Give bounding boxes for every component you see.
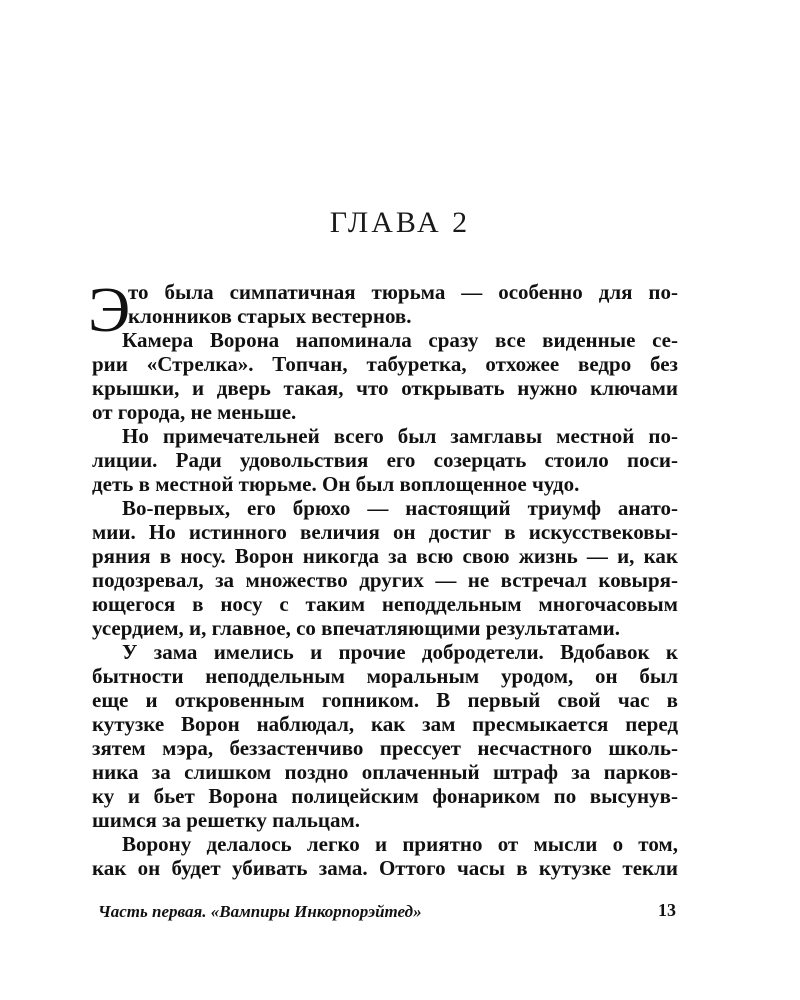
text-line: от города, не меньше. [92, 400, 297, 424]
text-line: зятем мэра, беззастенчиво прессует несчастного школь- [92, 736, 678, 760]
text-line: лиции. Ради удовольствия его созерцать стоило поси- [92, 448, 678, 472]
text-line: ника за слишком поздно оплаченный штраф за парков- [92, 760, 678, 784]
text-line: шимся за решетку пальцам. [92, 808, 360, 832]
text-line: бытности неподдельным моральным уродом, он был [92, 664, 678, 688]
text-line: деть в местной тюрьме. Он был воплощенное чудо. [92, 472, 580, 496]
text-line: клонников старых вестернов. [128, 304, 412, 328]
text-line: крышки, и дверь такая, что открывать нужно ключами [92, 376, 678, 400]
text-line: Во-первых, его брюхо — настоящий триумф анато- [122, 496, 678, 520]
text-line: рии «Стрелка». Топчан, табуретка, отхожее ведро без [92, 352, 678, 376]
text-line: Но примечательней всего был замглавы местной по- [122, 424, 678, 448]
page-number: 13 [658, 900, 676, 920]
running-footer-title: Часть первая. «Вампиры Инкорпорэйтед» [98, 902, 422, 921]
text-line: ку и бьет Ворона полицейским фонариком по высунув- [92, 784, 678, 808]
text-line: еще и откровенным гопником. В первый свой час в [92, 688, 678, 712]
text-line: ющегося в носу с таким неподдельным многочасовым [92, 592, 678, 616]
text-line: У зама имелись и прочие добродетели. Вдобавок к [122, 640, 678, 664]
chapter-body [88, 274, 678, 880]
drop-cap: Э [88, 274, 131, 345]
text-line: усердием, и, главное, со впечатляющими результатами. [92, 616, 621, 640]
text-line: кутузке Ворон наблюдал, как зам пресмыкается перед [92, 712, 678, 736]
text-line: подозревал, за множество других — не встречал ковыря- [92, 568, 678, 592]
text-line: как он будет убивать зама. Оттого часы в кутузке текли [92, 856, 678, 880]
text-line: Камера Ворона напоминала сразу все виденные се- [122, 328, 678, 352]
chapter-title: ГЛАВА 2 [329, 206, 471, 239]
text-line: мии. Но истинного величия он достиг в искусствековы- [92, 520, 678, 544]
text-line: то была симпатичная тюрьма — особенно для по- [128, 280, 678, 304]
text-line: Ворону делалось легко и приятно от мысли о том, [122, 832, 678, 856]
text-line: ряния в носу. Ворон никогда за всю свою жизнь — и, как [92, 544, 678, 568]
